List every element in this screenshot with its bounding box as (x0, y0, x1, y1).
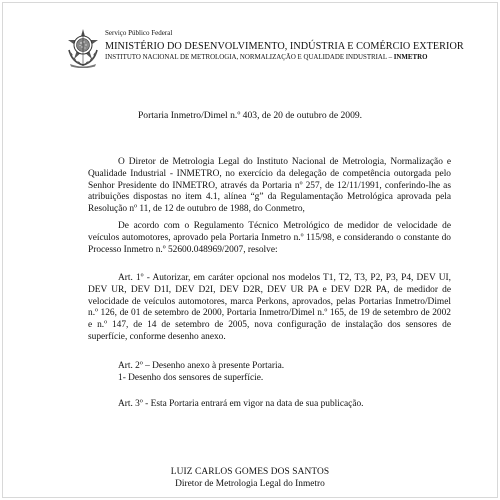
institute-name (105, 53, 485, 62)
article-3-text: Art. 3º - Esta Portaria entrará em vigor na data de sua publicação. (118, 399, 364, 409)
signatory-role: Diretor de Metrologia Legal do Inmetro (175, 478, 325, 489)
signatory-name: LUIZ CARLOS GOMES DOS SANTOS (170, 467, 330, 477)
institute-name-prefix: INSTITUTO NACIONAL DE METROLOGIA, NORMALIZAÇÃO E QUALIDADE INDUSTRIAL – (105, 54, 394, 61)
paragraph-preamble: O Diretor de Metrologia Legal do Instituto Nacional de Metrologia, Normalização e Qualidade Industrial - INMETRO, no exercício da delegação de competência outorgada pelo Senhor Presidente do INMETRO, através da Portaria nº 257, de 12/11/1991, conferindo-lhe as atribuições dispostas no item 4.1, alínea “g” da Regulamentação Metrológica aprovada pela Resolução nº 11, de 12 de outubro de 1988, do Conmetro, (88, 157, 451, 215)
header-text-block (105, 29, 485, 62)
service-label: Serviço Público Federal (105, 29, 173, 37)
document-title: Portaria Inmetro/Dimel n.º 403, de 20 de outubro de 2009. (137, 110, 363, 121)
article-2-block (118, 361, 284, 385)
article-2-annex-item: 1- Desenho dos sensores de superfície. (118, 372, 264, 383)
paragraph-considerations: De acordo com o Regulamento Técnico Metrológico de medidor de velocidade de veículos automotores, aprovado pela Portaria Inmetro n.º 115/98, e considerando o constante do Processo Inmetro n.º 52600.048969/2007, resolve: (88, 221, 451, 255)
article-2-text: Art. 2º – Desenho anexo à presente Portaria. (118, 361, 285, 371)
institute-acronym: INMETRO (393, 54, 428, 61)
ministry-name: MINISTÉRIO DO DESENVOLVIMENTO, INDÚSTRIA E COMÉRCIO EXTERIOR (105, 41, 464, 52)
paragraph-article-1: Art. 1º - Autorizar, em caráter opcional nos modelos T1, T2, T3, P2, P3, P4, DEV UI, DEV UR, DEV D1I, DEV D2I, DEV D2R, DEV UR PA e DEV D2R PA, de medidor de velocidade de veículos automotores, marca Perkons, aprovados, pelas Portarias Inmetro/Dimel n.º 126, de 01 de setembro de 2000, Portaria Inmetro/Dimel n.º 165, de 19 de setembro de 2002 e n.º 147, de 14 de setembro de 2005, nova configuração de instalação dos sensores de superfície, conforme desenho anexo. (88, 273, 451, 342)
coat-of-arms-icon (64, 28, 102, 68)
signature-block (0, 467, 500, 491)
